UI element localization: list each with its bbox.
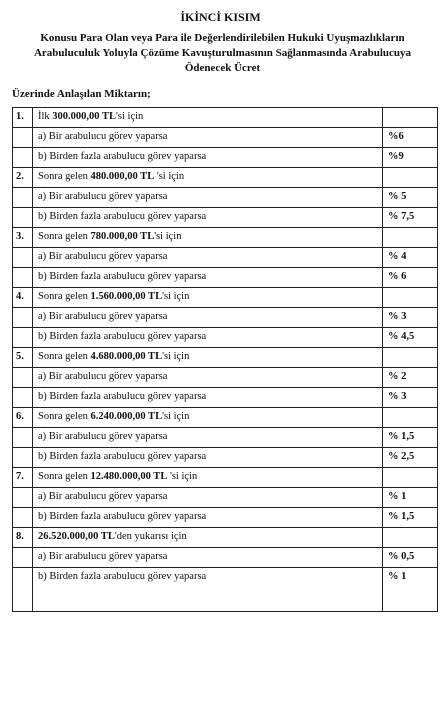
row-number-empty: [13, 428, 33, 448]
section-number: 8.: [13, 528, 33, 548]
row-number-empty: [13, 568, 33, 612]
table-row: [13, 188, 438, 208]
row-rate: % 1,5: [383, 428, 438, 448]
section-amount: 780.000,00 TL: [90, 231, 155, 242]
row-number-empty: [13, 388, 33, 408]
row-label: b) Birden fazla arabulucu görev yaparsa: [33, 388, 383, 408]
section-prefix: Sonra gelen: [38, 171, 91, 182]
row-label: a) Bir arabulucu görev yaparsa: [33, 308, 383, 328]
row-number-empty: [13, 448, 33, 468]
row-rate: % 0,5: [383, 548, 438, 568]
section-rate-empty: [383, 108, 438, 128]
table-row: [13, 568, 438, 612]
table-row-section: [13, 108, 438, 128]
row-number-empty: [13, 328, 33, 348]
table-row: [13, 128, 438, 148]
section-suffix: 'si için: [162, 291, 190, 302]
section-suffix: 'si için: [162, 351, 190, 362]
row-rate: % 4,5: [383, 328, 438, 348]
section-heading: [33, 528, 383, 548]
row-rate: % 3: [383, 308, 438, 328]
row-number-empty: [13, 548, 33, 568]
row-rate: % 1,5: [383, 508, 438, 528]
row-label: a) Bir arabulucu görev yaparsa: [33, 488, 383, 508]
table-row: [13, 548, 438, 568]
section-prefix: Sonra gelen: [38, 291, 91, 302]
row-rate: % 3: [383, 388, 438, 408]
section-rate-empty: [383, 528, 438, 548]
row-label: b) Birden fazla arabulucu görev yaparsa: [33, 268, 383, 288]
row-rate: % 1: [383, 488, 438, 508]
row-label: a) Bir arabulucu görev yaparsa: [33, 248, 383, 268]
row-number-empty: [13, 268, 33, 288]
intro-label: Üzerinde Anlaşılan Miktarın;: [12, 88, 151, 100]
row-number-empty: [13, 488, 33, 508]
section-subtitle: Konusu Para Olan veya Para ile Değerlendirilebilen Hukuki Uyuşmazlıkların Arabuluculuk Yoluyla Çözüme Kavuşturulmasının Sağlanmasında Arabulucuya Ödenecek Ücret: [33, 32, 412, 74]
row-number-empty: [13, 308, 33, 328]
row-label: a) Bir arabulucu görev yaparsa: [33, 188, 383, 208]
section-number: 6.: [13, 408, 33, 428]
row-number-empty: [13, 508, 33, 528]
row-rate: % 6: [383, 268, 438, 288]
section-suffix: 'si için: [154, 231, 182, 242]
section-amount: 1.560.000,00 TL: [90, 291, 163, 302]
section-amount: 6.240.000,00 TL: [90, 411, 163, 422]
section-heading: [33, 408, 383, 428]
row-rate: % 5: [383, 188, 438, 208]
row-label: a) Bir arabulucu görev yaparsa: [33, 128, 383, 148]
table-row: [13, 448, 438, 468]
row-rate: % 2,5: [383, 448, 438, 468]
section-prefix: Sonra gelen: [38, 471, 91, 482]
section-prefix: İlk: [38, 111, 53, 122]
row-number-empty: [13, 128, 33, 148]
section-prefix: Sonra gelen: [38, 231, 91, 242]
row-label: b) Birden fazla arabulucu görev yaparsa: [33, 148, 383, 168]
section-prefix: Sonra gelen: [38, 411, 91, 422]
table-row-section: [13, 528, 438, 548]
row-number-empty: [13, 208, 33, 228]
section-heading: [33, 228, 383, 248]
section-number: 3.: [13, 228, 33, 248]
row-rate: % 1: [383, 568, 438, 612]
fee-table: [12, 107, 438, 612]
table-row: [13, 308, 438, 328]
section-heading: [33, 348, 383, 368]
section-suffix: 'si için: [154, 171, 185, 182]
row-number-empty: [13, 248, 33, 268]
section-amount: 480.000,00 TL: [90, 171, 155, 182]
table-row: [13, 388, 438, 408]
section-suffix: 'si için: [167, 471, 198, 482]
section-heading: [33, 288, 383, 308]
section-rate-empty: [383, 288, 438, 308]
section-number: 7.: [13, 468, 33, 488]
section-rate-empty: [383, 408, 438, 428]
section-rate-empty: [383, 468, 438, 488]
row-label: b) Birden fazla arabulucu görev yaparsa: [33, 448, 383, 468]
section-suffix: 'si için: [116, 111, 144, 122]
table-row-section: [13, 408, 438, 428]
table-row-section: [13, 168, 438, 188]
table-row-section: [13, 228, 438, 248]
section-number: 4.: [13, 288, 33, 308]
table-row: [13, 268, 438, 288]
section-rate-empty: [383, 348, 438, 368]
table-row: [13, 368, 438, 388]
row-label: a) Bir arabulucu görev yaparsa: [33, 548, 383, 568]
row-number-empty: [13, 368, 33, 388]
table-row: [13, 208, 438, 228]
table-row: [13, 428, 438, 448]
table-row: [13, 328, 438, 348]
section-heading: [33, 168, 383, 188]
row-label: b) Birden fazla arabulucu görev yaparsa: [33, 568, 383, 612]
row-rate: %9: [383, 148, 438, 168]
section-number: 1.: [13, 108, 33, 128]
section-amount: 26.520.000,00 TL: [38, 531, 115, 542]
row-rate: %6: [383, 128, 438, 148]
section-number: 2.: [13, 168, 33, 188]
section-amount: 4.680.000,00 TL: [90, 351, 163, 362]
page-title: İKİNCİ KISIM: [180, 10, 261, 24]
row-label: b) Birden fazla arabulucu görev yaparsa: [33, 328, 383, 348]
table-row-section: [13, 288, 438, 308]
section-rate-empty: [383, 168, 438, 188]
row-rate: % 7,5: [383, 208, 438, 228]
section-amount: 300.000,00 TL: [52, 111, 116, 122]
section-prefix: Sonra gelen: [38, 351, 91, 362]
section-rate-empty: [383, 228, 438, 248]
row-label: b) Birden fazla arabulucu görev yaparsa: [33, 208, 383, 228]
section-heading: [33, 468, 383, 488]
table-row: [13, 148, 438, 168]
row-label: a) Bir arabulucu görev yaparsa: [33, 368, 383, 388]
section-amount: 12.480.000,00 TL: [90, 471, 168, 482]
row-number-empty: [13, 188, 33, 208]
section-number: 5.: [13, 348, 33, 368]
row-number-empty: [13, 148, 33, 168]
table-row-section: [13, 468, 438, 488]
section-suffix: 'den yukarısı için: [114, 531, 187, 542]
row-rate: % 2: [383, 368, 438, 388]
row-label: b) Birden fazla arabulucu görev yaparsa: [33, 508, 383, 528]
section-suffix: 'si için: [162, 411, 190, 422]
row-rate: % 4: [383, 248, 438, 268]
table-row: [13, 248, 438, 268]
table-row-section: [13, 348, 438, 368]
section-heading: [33, 108, 383, 128]
row-label: a) Bir arabulucu görev yaparsa: [33, 428, 383, 448]
fee-table-body: [13, 108, 438, 612]
table-row: [13, 488, 438, 508]
table-row: [13, 508, 438, 528]
